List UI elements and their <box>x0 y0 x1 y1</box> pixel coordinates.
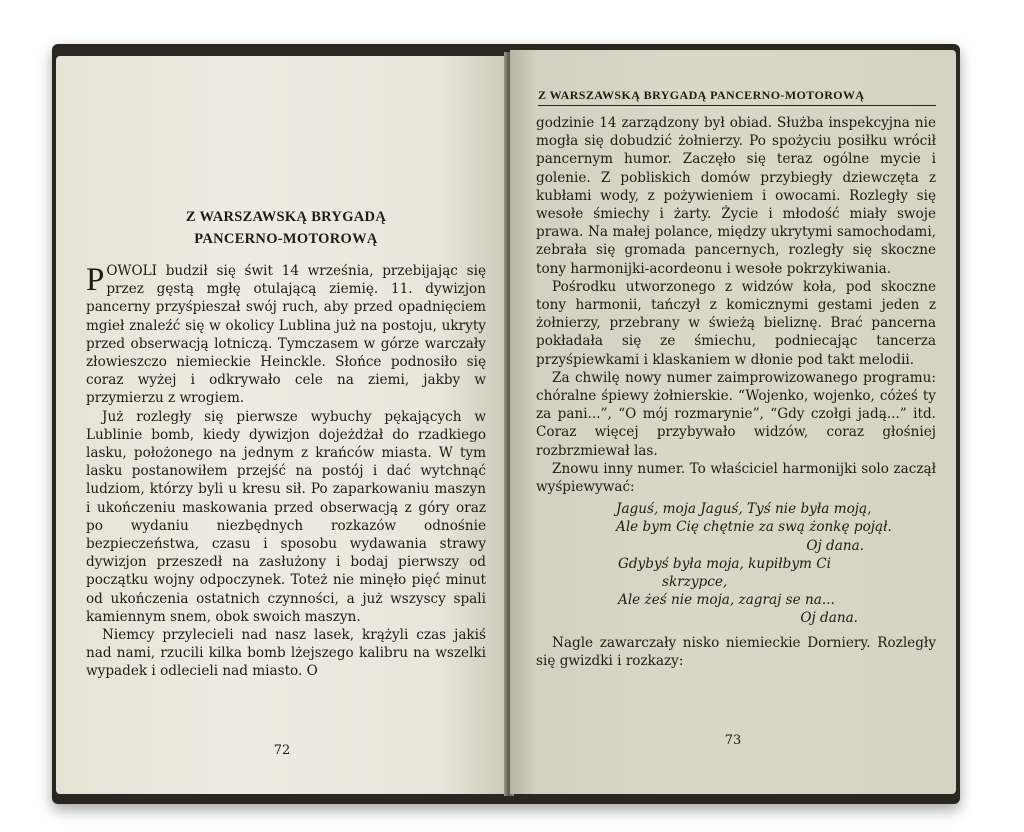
chapter-title-line1: Z WARSZAWSKĄ BRYGADĄ <box>185 209 387 225</box>
poem-line: skrzypce, <box>662 574 728 591</box>
open-book <box>52 44 960 804</box>
poem-line: Oj dana. <box>806 537 864 554</box>
poem-line: Gdybyś była moja, kupiłbym Ci <box>618 555 831 572</box>
running-head: Z WARSZAWSKĄ BRYGADĄ PANCERNO-MOTOROWĄ <box>538 88 936 106</box>
right-page <box>510 50 956 794</box>
right-paragraph-1: godzinie 14 zarządzony był obiad. Służba inspekcyjna nie mogła się dobudzić żołnierzy. Po spożyciu posiłku wrócił pancernym humor. Zaczęło się teraz ogólne mycie i golenie. Z pobliskich domów przybiegły dziewczęta z kubłami wody, z pożywieniem i owocami. Rozległy się wesołe śmiechy i żarty. Życie i młodość miały swoje prawa. Na małej polance, między ukrytymi samochodami, zebrała się gromada pancernych, rozległy się skoczne tony harmonijki-acordeonu i wesołe pokrzykiwania. <box>536 115 936 277</box>
poem-line: Jaguś, moja Jaguś, Tyś nie była moją, <box>616 501 872 518</box>
right-paragraph-3: Za chwilę nowy numer zaimprowizowanego programu: chóralne śpiewy żołnierskie. “Wojenko, wojenko, cóżeś ty za pani...”, “O mój rozmarynie”, “Gdy czołgi jadą...” itd. Coraz więcej przybywało widzów, coraz głośniej rozbrzmiewał las. <box>536 369 936 459</box>
poem-line: Ale żeś nie moja, zagraj se na... <box>618 592 835 609</box>
drop-cap: P <box>86 262 105 298</box>
right-paragraph-4: Znowu inny numer. To właściciel harmonijki solo zaczął wyśpiewywać: <box>536 460 936 496</box>
left-page <box>56 56 508 794</box>
right-paragraph-5: Nagle zawarczały nisko niemieckie Dorniery. Rozległy się gwizdki i rozkazy: <box>536 634 936 669</box>
chapter-title-line2: PANCERNO-MOTOROWĄ <box>194 231 378 247</box>
left-paragraph-1-text: OWOLI budził się świt 14 września, przebijając się przez gęstą mgłę otulającą ziemię. 11. dywizjon pancerny przyśpieszał swój ruch, aby przed opadnięciem mgieł znaleźć się w okolicy Lublina już na postoju, ukryty przed obserwacją lotniczą. Tymczasem w górze warczały złowieszczo niemieckie Heinckle. Słońce podnosiło się coraz wyżej i odkrywało cele na ziemi, jakby w przymierzu z wrogiem. <box>86 263 486 407</box>
page-number-left: 72 <box>273 743 291 758</box>
right-paragraph-2: Pośrodku utworzonego z widzów koła, pod skoczne tony harmonii, tańczył z komicznymi gestami jeden z żołnierzy, przebrany w świeżą bieliznę. Brać pancerna pokładała się ze śmiechu, podniecając tancerza przyśpiewkami i klaskaniem w dłonie pod takt melodii. <box>536 278 936 368</box>
song-lyrics <box>536 500 936 627</box>
poem-line: Ale bym Cię chętnie za swą żonkę pojął. <box>616 519 892 536</box>
page-number-right: 73 <box>724 733 742 748</box>
left-paragraph-3: Niemcy przylecieli nad nasz lasek, krążyli czas jakiś nad nami, rzucili kilka bomb lżejszego kalibru na wszelki wypadek i odlecieli nad miasto. O <box>86 627 486 680</box>
left-paragraph-2: Już rozległy się pierwsze wybuchy pękających w Lublinie bomb, kiedy dywizjon dojeżdżał do rzadkiego lasku, położonego na jednym z krańców miasta. W tym lasku postanowiłem przejść na postój i dać wytchnąć ludziom, którzy byli u kresu sił. Po zaparkowaniu maszyn i ukończeniu maskowania przed obserwacją z góry oraz po wydaniu niezbędnych rozkazów odnośnie bezpieczeństwa, czasu i sposobu wydawania strawy dywizjon przeszedł na zasłużony i bodaj pierwszy od początku wojny odpoczynek. Toteż nie minęło pięć minut od ukończenia ostatnich czynności, a już wszyscy spali kamiennym snem, obok swoich maszyn. <box>86 408 486 625</box>
chapter-title <box>86 206 486 250</box>
poem-line: Oj dana. <box>800 610 858 627</box>
left-paragraph-1 <box>86 262 486 408</box>
